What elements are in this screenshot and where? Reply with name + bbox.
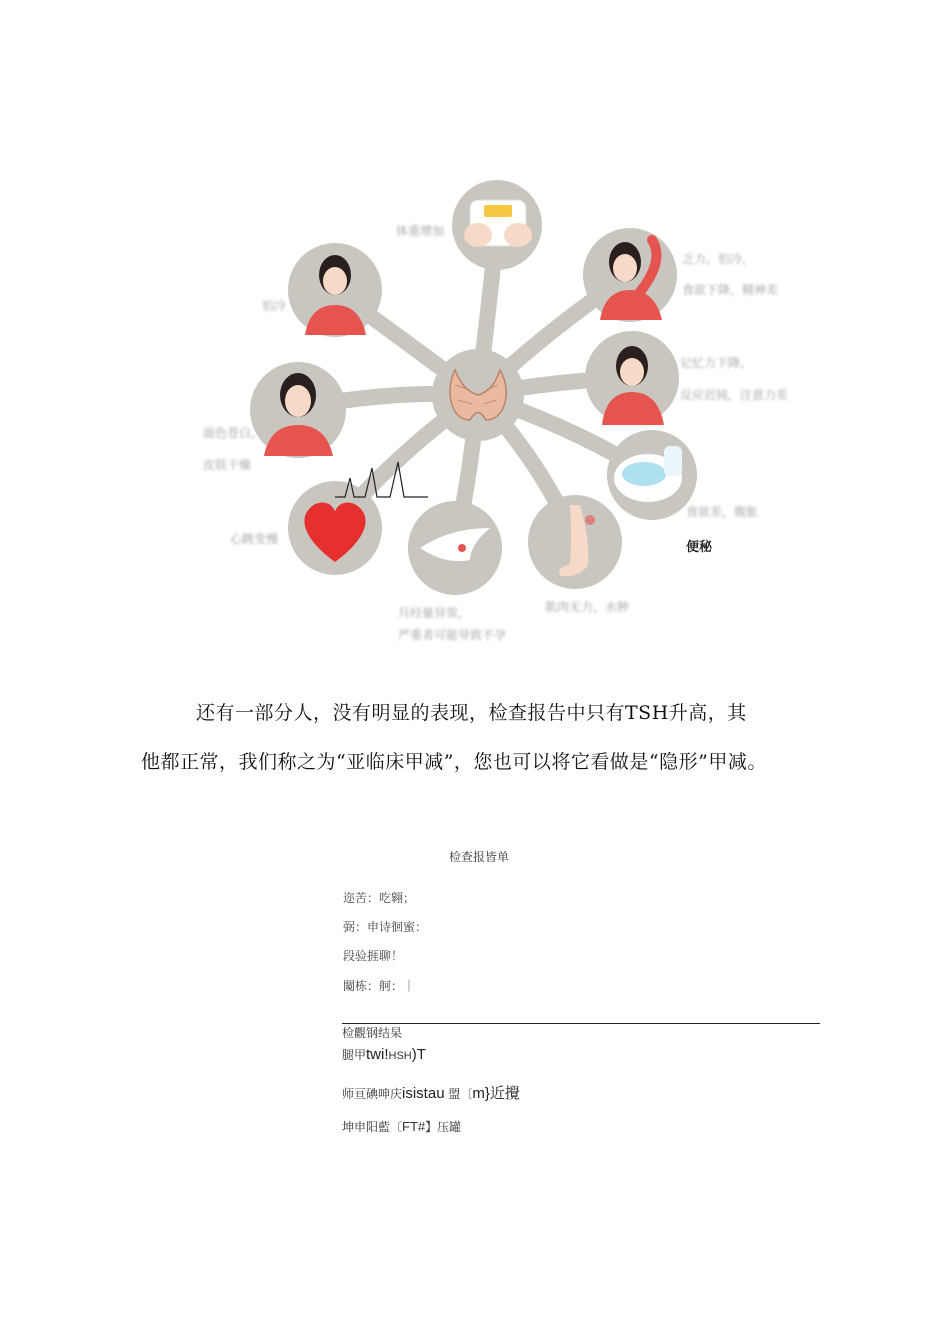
label-fatigue-2: 食欲下降，精神差 [682, 283, 779, 297]
node-woman-dizzy [585, 331, 679, 425]
label-constipation-bold: 便秘 [686, 540, 713, 555]
results-header: 检觀钢结杲 [342, 1026, 403, 1040]
result-row-2-mid: 盟〔 [444, 1087, 473, 1101]
node-weight-scale [452, 180, 542, 270]
thyroid-hub [432, 349, 524, 441]
report-field-4: 闚栋：舸：｜ [343, 979, 416, 993]
result-row-2-value: isistau [402, 1085, 445, 1102]
result-row-1 [342, 1046, 426, 1063]
label-menstrual-2: 严重者可能导致不孕 [398, 628, 507, 642]
paragraph-line-1: 还有一部分人，没有明显的表现，检查报告中只有TSH升高，其 [196, 702, 747, 724]
report-field-3: 段验捱聊！ [343, 949, 404, 963]
result-row-2-prefix: 师亘碘呻庆 [342, 1087, 403, 1101]
result-row-1-tail: )T [411, 1046, 426, 1063]
result-row-1-value: twi! [366, 1046, 389, 1063]
result-row-3-value: FT# [402, 1119, 426, 1134]
result-row-1-prefix: 腿甲 [342, 1048, 367, 1062]
node-leg-swelling [528, 495, 622, 589]
label-hair-loss-2: 皮肤干燥 [203, 458, 252, 472]
result-row-2-tail: m}近攪 [472, 1085, 520, 1102]
node-heart [288, 462, 428, 575]
label-memory: 记忆力下降， [680, 356, 753, 370]
label-constipation: 食欲差，腹胀 [686, 505, 759, 519]
label-chills: 怕冷 [262, 299, 287, 313]
node-woman-left [250, 362, 346, 458]
result-row-2 [342, 1082, 520, 1103]
node-toilet [607, 430, 697, 520]
result-row-3-mid: 】压罐 [425, 1120, 462, 1134]
node-woman-hand-head [583, 228, 677, 322]
label-fatigue: 乏力，怕冷， [682, 252, 755, 266]
label-edema: 肌肉无力，水肿 [545, 600, 630, 614]
label-hair-loss: 面色苍白， [203, 426, 264, 440]
paragraph-line-2: 他都正常，我们称之为“亚临床甲减”，您也可以将它看做是“隐形”甲减。 [141, 751, 767, 773]
result-row-3-prefix: 坤申阳藍〔 [342, 1120, 403, 1134]
result-row-3 [342, 1118, 461, 1135]
report-title: 检查报皆单 [449, 850, 510, 864]
report-field-1: 迩苦：吃翱； [343, 891, 416, 905]
label-heart: 心跳变慢 [230, 532, 279, 546]
result-row-1-mid: HSH [388, 1050, 412, 1062]
node-menstrual-pad [408, 501, 502, 595]
label-menstrual: 月经量异常， [398, 606, 471, 620]
report-field-2: 弼：申诗徊蜜： [343, 920, 428, 934]
label-weight-gain: 体重增加 [396, 224, 445, 238]
node-woman-cold [288, 243, 382, 337]
report-divider [342, 1023, 820, 1024]
thyroid-symptom-diagram [0, 0, 950, 660]
label-memory-2: 反应迟钝，注意力差 [680, 388, 789, 402]
